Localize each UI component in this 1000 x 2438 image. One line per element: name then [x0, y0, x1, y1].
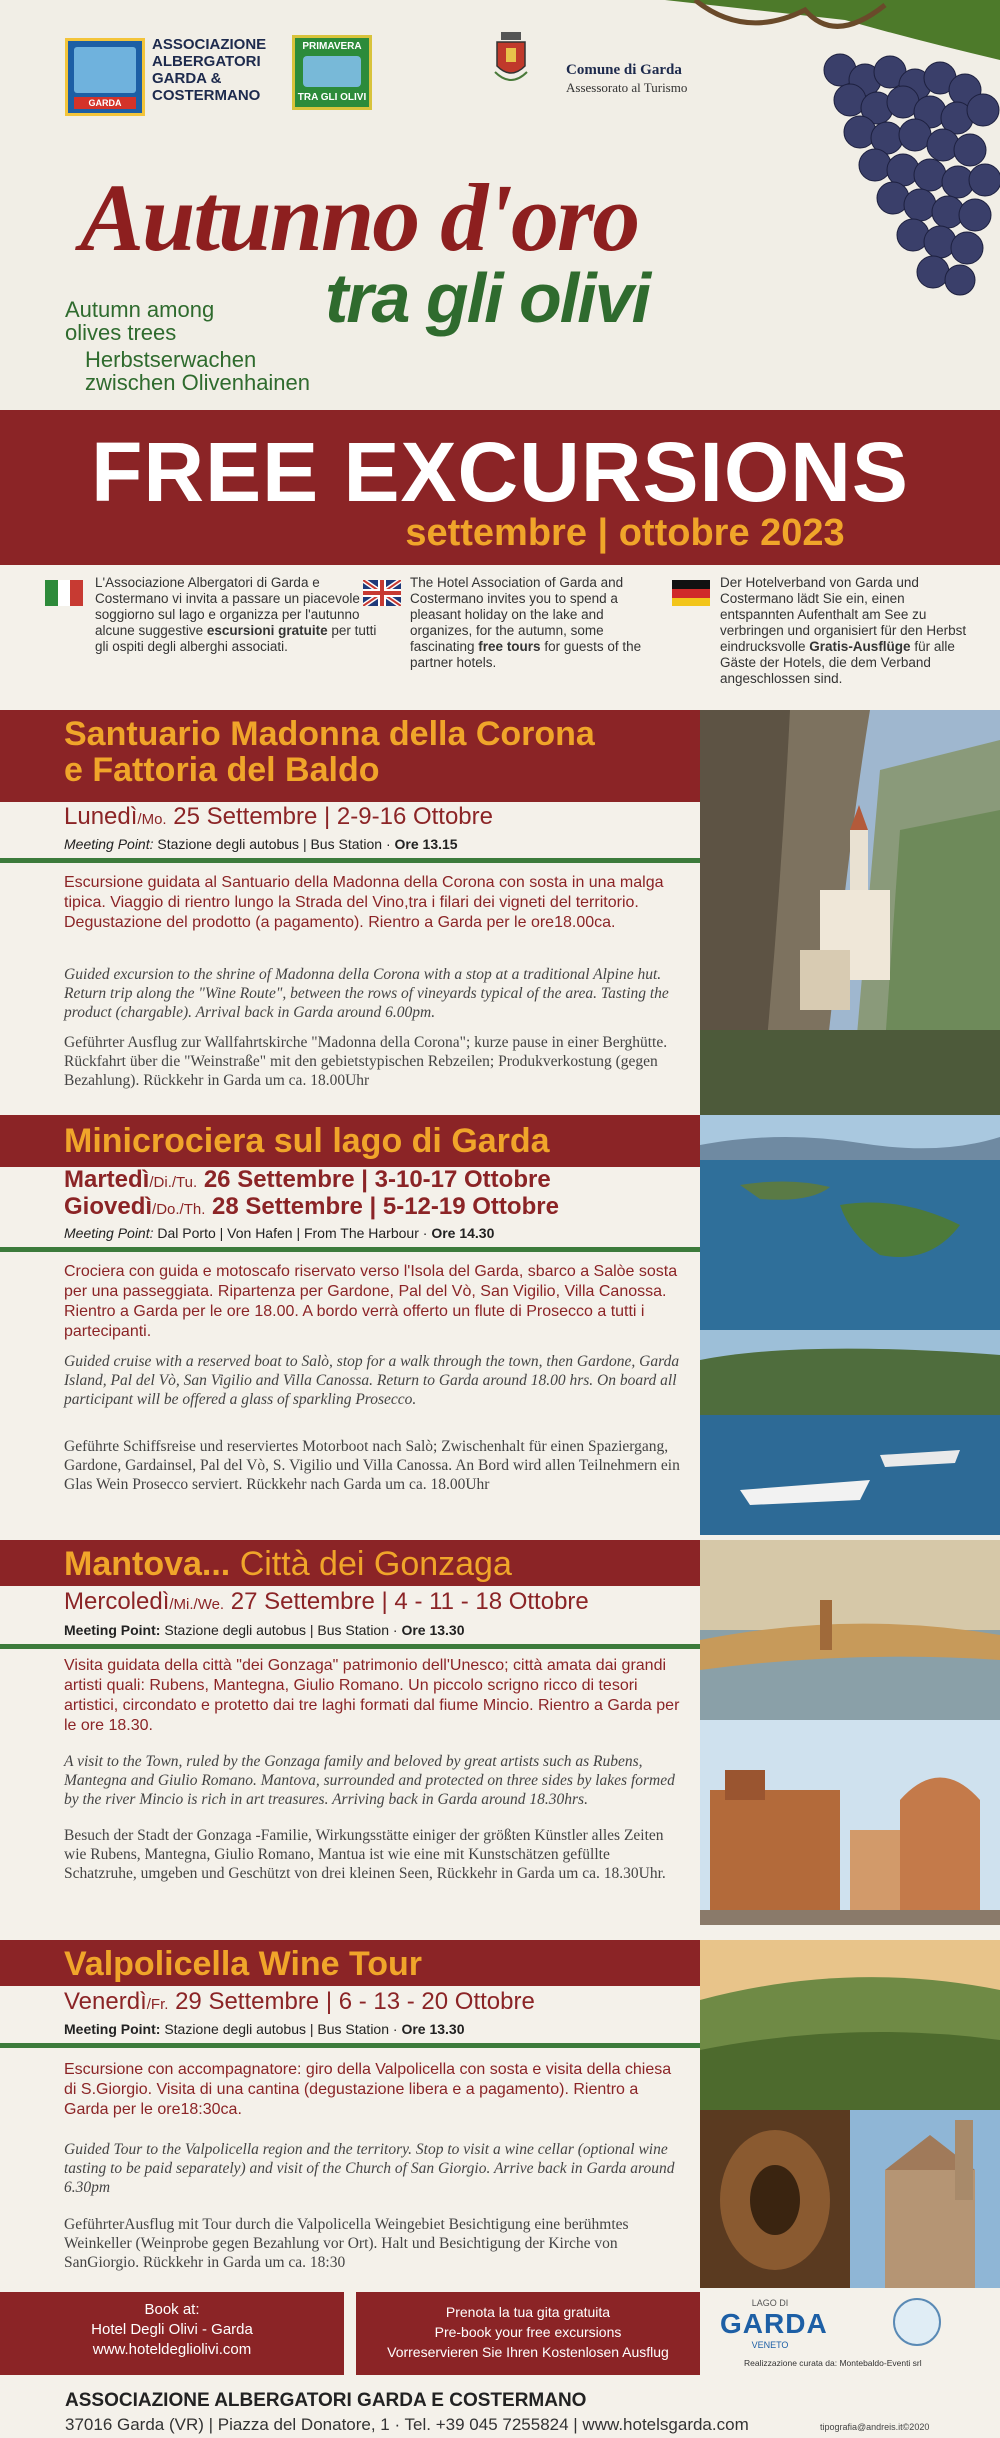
meeting-time: Ore 13.30	[401, 1622, 465, 1638]
section4-day: Venerdì	[64, 1988, 147, 2015]
intro-de-highlight: Gratis-Ausflüge	[809, 639, 911, 654]
section1-english-text: Guided excursion to the shrine of Madonna della Corona with a stop at a traditional Alpine hut. Return trip along the "Wine Route", between the rows of vineyards typical of the area. Tasting the product (chargable). Arrival back in Garda around 6.00pm.	[64, 966, 669, 1021]
section4-date	[64, 1988, 535, 2016]
section3-english-text: A visit to the Town, ruled by the Gonzaga family and beloved by great artists such as Rubens, Mantegna and Giulio Romano. Mantova, surrounded and protected on three sides by lakes formed by the river Mincio is rich in art treasures. Arriving back in Garda around 18.30hrs.	[64, 1753, 675, 1808]
section3-day: Mercoledì	[64, 1588, 170, 1615]
madonna-corona-photo	[700, 710, 1000, 1115]
section3-title	[0, 1540, 700, 1586]
uk-flag-icon	[363, 580, 401, 606]
section1-dates: 25 Settembre | 2-9-16 Ottobre	[166, 803, 493, 830]
footer-association-name: ASSOCIAZIONE ALBERGATORI GARDA E COSTERMANO	[65, 2390, 587, 2411]
prebook-box	[356, 2292, 700, 2375]
meeting-time: Ore 14.30	[431, 1225, 495, 1241]
section4-divider	[0, 2043, 700, 2048]
comune-name: Comune di Garda	[566, 62, 682, 78]
section3-title-main: Mantova...	[64, 1545, 231, 1583]
title-german: Herbstserwachen zwischen Olivenhainen	[85, 347, 311, 395]
section1-divider	[0, 858, 700, 863]
meeting-place: Stazione degli autobus | Bus Station ·	[153, 836, 395, 852]
lake-garda-cruise-photo	[700, 1115, 1000, 1535]
meeting-time: Ore 13.15	[394, 836, 458, 852]
lago-di-garda-logo	[720, 2298, 828, 2350]
title-autunno-doro: Autunno d'oro	[80, 164, 639, 271]
italian-flag-icon	[45, 580, 83, 606]
book-label: Book at:	[144, 2301, 200, 2318]
prebook-german: Vorreservieren Sie Ihren Kostenlosen Ausflug	[387, 2344, 669, 2360]
section4-dates: 29 Settembre | 6 - 13 - 20 Ottobre	[168, 1988, 535, 2015]
section2-divider	[0, 1247, 700, 1252]
credit-line: Realizzazione curata da: Montebaldo-Eventi srl	[744, 2358, 922, 2368]
section2-title: Minicrociera sul lago di Garda	[0, 1115, 700, 1167]
section3-dates: 27 Settembre | 4 - 11 - 18 Ottobre	[224, 1588, 589, 1615]
coat-of-arms-icon	[493, 32, 529, 88]
section2-date: Martedì/Di./Tu. 26 Settembre | 3-10-17 Ottobre Giovedì/Do./Th. 28 Settembre | 5-12-19 Ottobre	[64, 1166, 559, 1220]
montebaldo-logo-icon	[893, 2298, 941, 2346]
section3-italian-text: Visita guidata della città "dei Gonzaga" patrimonio dell'Unesco; città amata dai grandi artisti quali: Rubens, Mantegna, Giulio Romano. Un piccolo scrigno ricco di tesori artistici, circondato e protetto dai tre laghi formati dal fiume Mincio. Rientro a Garda per le ore 18.30.	[64, 1657, 680, 1734]
book-website-link[interactable]: www.hoteldegliolivi.com	[92, 2341, 252, 2358]
logo-lago-di: LAGO DI	[751, 2298, 789, 2308]
grapes-image	[665, 0, 1000, 310]
section3-date	[64, 1588, 589, 1616]
section2-meeting-point	[64, 1225, 494, 1241]
free-excursions-band	[0, 410, 1000, 565]
primavera-top: PRIMAVERA	[302, 41, 362, 52]
section1-date	[64, 803, 493, 831]
lake-icon	[74, 47, 136, 93]
valpolicella-photo	[700, 1940, 1000, 2288]
band-date: settembre | ottobre 2023	[405, 512, 845, 554]
section2-day1-abbr: /Di./Tu.	[149, 1174, 198, 1191]
section1-meeting-point	[64, 836, 458, 852]
intro-it-highlight: escursioni gratuite	[206, 623, 328, 638]
section1-day: Lunedì	[64, 803, 138, 830]
meeting-label: Meeting Point:	[64, 1622, 161, 1638]
meeting-label: Meeting Point:	[64, 2021, 161, 2037]
intro-it-text: L'Associazione Albergatori di Garda e Costermano vi invita a passare un piacevole soggiorno sul lago e organizza per l'autunno alcune suggestive	[95, 575, 360, 638]
intro-de-text-end: für alle Gäste der Hotels, die dem Verband angeschlossen sind.	[720, 639, 955, 686]
comune-subtitle: Assessorato al Turismo	[566, 80, 688, 95]
meeting-label: Meeting Point:	[64, 836, 154, 852]
logo-garda: GARDA	[720, 2308, 828, 2339]
association-name: ASSOCIAZIONE ALBERGATORI GARDA & COSTERMANO	[152, 36, 267, 104]
section4-day-abbr: /Fr.	[146, 1996, 169, 2013]
section2-day2-abbr: /Do./Th.	[152, 1201, 206, 1218]
intro-en-text: The Hotel Association of Garda and Costermano invites you to spend a pleasant holiday on the lake and organizes, for the autumn, some fascinating	[410, 575, 624, 654]
section3-day-abbr: /Mi./We.	[169, 1596, 225, 1613]
intro-german	[720, 575, 980, 687]
section2-dates2: 5-12-19 Ottobre	[382, 1193, 559, 1220]
intro-en-highlight: free tours	[478, 639, 541, 654]
band-title: FREE EXCURSIONS	[91, 425, 909, 519]
section2-day2: Giovedì	[64, 1193, 153, 1220]
section2-date1: 26 Settembre	[197, 1166, 355, 1193]
section3-divider	[0, 1644, 700, 1649]
section1-italian-text: Escursione guidata al Santuario della Madonna della Corona con sosta in una malga tipica. Viaggio di rientro lungo la Strada del Vino,tra i filari dei vigneti del territorio. Degustazione del prodotto (a pagamento). Rientro a Garda per le ore18.00ca.	[64, 874, 664, 931]
section4-italian-text: Escursione con accompagnatore: giro della Valpolicella con sosta e visita della chiesa di S.Giorgio. Visita di una cantina (degustazione libera e a pagamento). Rientro a Garda per le ore18:30ca.	[64, 2061, 672, 2118]
primavera-bottom: TRA GLI OLIVI	[297, 92, 367, 103]
intro-italian	[95, 575, 385, 655]
meeting-place: Stazione degli autobus | Bus Station ·	[160, 2021, 402, 2037]
hotel-association-logo	[65, 38, 145, 116]
section2-german-text: Geführte Schiffsreise und reserviertes Motorboot nach Salò; Zwischenhalt für einen Spaziergang, Gardone, Gardainsel, Pal del Vò, S. Vigilio und Villa Canossa. An Bord wird allen Teilnehmern ein Glas Wein Prosecco serviert. Rückkehr nach Garda um ca. 18.00Uhr	[64, 1438, 680, 1493]
section4-german-text: GeführterAusflug mit Tour durch die Valpolicella Weingebiet Besichtigung eine berühmtes Weinkeller (Weinprobe gegen Bezahlung vor Ort). Halt und Besichtigung der Kirche von SanGiorgio. Rückkehr in Garda um ca. 18:30	[64, 2216, 629, 2271]
section2-day1: Martedì	[64, 1166, 150, 1193]
title-english: Autumn among olives trees	[65, 297, 215, 345]
prebook-italian: Prenota la tua gita gratuita	[445, 2304, 611, 2320]
section2-dates1: 3-10-17 Ottobre	[374, 1166, 551, 1193]
intro-en-text-end: for guests of the partner hotels.	[410, 639, 642, 670]
section1-german-text: Geführter Ausflug zur Wallfahrtskirche "Madonna della Corona"; kurze pause in einer Berghütte. Rückfahrt über die "Weinstraße" mit den gebietstypischen Rebzeilen; Produkverkostung (gegen Bezahlung). Rückkehr in Garda um ca. 18.00Uhr	[64, 1034, 668, 1089]
meeting-place: Stazione degli autobus | Bus Station ·	[160, 1622, 402, 1638]
book-hotel: Hotel Degli Olivi - Garda	[91, 2321, 253, 2338]
section4-title: Valpolicella Wine Tour	[0, 1940, 700, 1986]
meeting-time: Ore 13.30	[401, 2021, 465, 2037]
meeting-place: Dal Porto | Von Hafen | From The Harbour ·	[153, 1225, 432, 1241]
primavera-logo	[292, 35, 372, 110]
section1-title	[0, 710, 700, 802]
section3-german-text: Besuch der Stadt der Gonzaga -Familie, Wirkungsstätte einiger der größten Künstler alles Zeiten wie Rubens, Mantegna, Giulio Romano, Mantua ist wie eine mit Kunstschätzen gefüllte Schatzruhe, umgeben und Geschützt von drei kleinen Seen, Rückkehr in Garda um ca. 18.30Uhr.	[64, 1827, 666, 1882]
section4-english-text: Guided Tour to the Valpolicella region and the territory. Stop to visit a wine cellar (optional wine tasting to be paid separately) and visit of the Church of San Giorgio. Arrive back in Garda around 6.30pm	[64, 2141, 675, 2196]
footer-address: 37016 Garda (VR) | Piazza del Donatore, 1 · Tel. +39 045 7255824 | www.hotelsgarda.com	[65, 2415, 749, 2434]
section3-meeting-point	[64, 1622, 465, 1638]
logo-veneto: VENETO	[751, 2340, 789, 2350]
book-box	[0, 2292, 344, 2375]
printer-credit: tipografia@andreis.it©2020	[820, 2422, 930, 2432]
meeting-label: Meeting Point:	[64, 1225, 154, 1241]
section3-title-sub: Città dei Gonzaga	[230, 1545, 512, 1583]
section4-meeting-point	[64, 2021, 465, 2037]
intro-english	[410, 575, 660, 671]
section2-italian-text: Crociera con guida e motoscafo riservato verso l'Isola del Garda, sbarco a Salòe sosta per una passeggiata. Ripartenza per Gardone, Pal del Vò, San Vigilio, Villa Canossa. Rientro a Garda per le ore 18.00. A bordo verrà offerto un flute di Prosecco a tutti i partecipanti.	[64, 1263, 678, 1340]
mantova-photo	[700, 1540, 1000, 1925]
intro-de-text: Der Hotelverband von Garda und Costermano lädt Sie ein, einen entspannten Aufenthalt am See zu verbringen und organisiert für den Herbst eindrucksvolle	[720, 575, 967, 654]
german-flag-icon	[672, 580, 710, 606]
section1-title-line2: e Fattoria del Baldo	[64, 751, 380, 789]
olive-icon	[303, 56, 361, 87]
title-tra-gli-olivi: tra gli olivi	[325, 259, 650, 337]
header	[0, 0, 1000, 410]
logo-tag: GARDA	[74, 97, 136, 109]
prebook-english: Pre-book your free excursions	[434, 2324, 622, 2340]
section2-date2: 28 Settembre	[205, 1193, 363, 1220]
intro-it-text-end: per tutti gli ospiti degli alberghi associati.	[95, 623, 377, 654]
section1-day-abbr: /Mo.	[137, 811, 167, 828]
section1-title-line1: Santuario Madonna della Corona	[64, 715, 595, 753]
section2-english-text: Guided cruise with a reserved boat to Salò, stop for a walk through the town, then Gardone, Garda Island, Pal del Vò, San Vigilio and Villa Canossa. Return to Garda around 18.00 hrs. On board all participant will be offered a glass of sparkling Prosecco.	[64, 1353, 680, 1408]
